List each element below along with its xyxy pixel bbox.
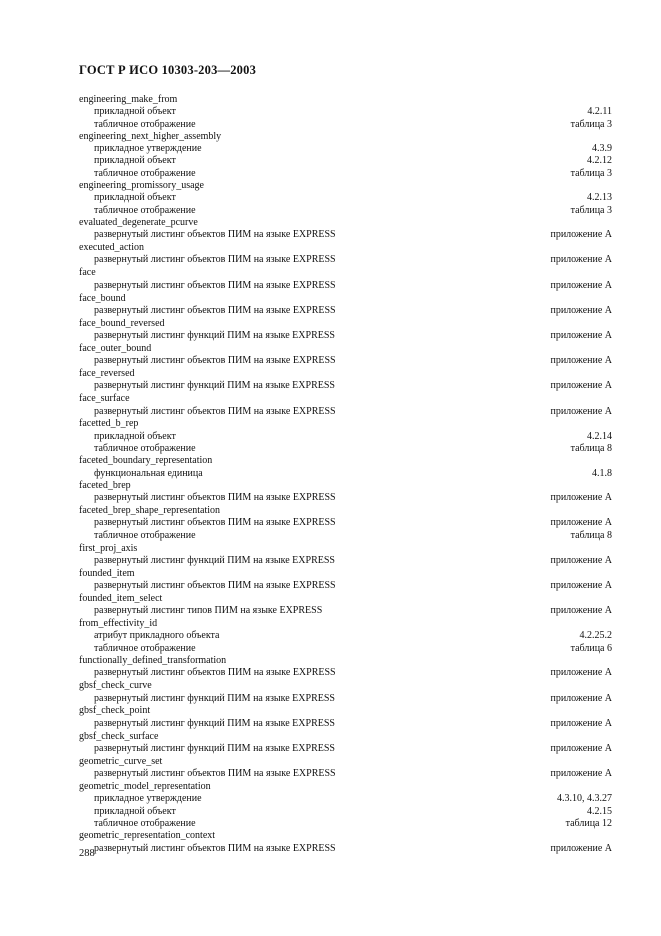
reference-target: приложение А xyxy=(550,279,612,291)
index-term: geometric_model_representation xyxy=(79,781,211,793)
index-term: evaluated_degenerate_pcurve xyxy=(79,216,198,228)
index-entry xyxy=(79,131,612,180)
index-term: engineering_next_higher_assembly xyxy=(79,130,222,142)
index-reference xyxy=(79,517,612,530)
index-term: face_reversed xyxy=(79,368,135,380)
reference-target: приложение А xyxy=(550,842,612,854)
index-term: geometric_representation_context xyxy=(79,830,216,842)
index-term: first_proj_axis xyxy=(79,542,138,554)
reference-label: развернутый листинг объектов ПИМ на языке EXPRESS xyxy=(94,405,336,417)
index-term: founded_item_select xyxy=(79,593,163,604)
index-entry xyxy=(79,418,612,455)
reference-target: 4.2.25.2 xyxy=(579,630,612,642)
reference-target: приложение А xyxy=(550,254,612,266)
index-entry xyxy=(79,505,612,542)
index-term: gbsf_check_surface xyxy=(79,730,159,742)
index-term: gbsf_check_curve xyxy=(79,680,152,692)
document-header: ГОСТ Р ИСО 10303-203—2003 xyxy=(79,63,257,77)
reference-label: прикладной объект xyxy=(94,106,176,118)
reference-target: 4.2.12 xyxy=(587,155,612,167)
index-reference xyxy=(79,406,612,419)
index-entry xyxy=(79,318,612,343)
reference-label: развернутый листинг объектов ПИМ на языке EXPRESS xyxy=(94,254,336,266)
index-reference xyxy=(79,580,612,593)
index-reference xyxy=(79,330,612,343)
reference-target: таблица 3 xyxy=(570,167,612,179)
index-reference xyxy=(79,280,612,293)
reference-label: развернутый листинг функций ПИМ на языке EXPRESS xyxy=(94,692,335,704)
index-term: from_effectivity_id xyxy=(79,618,158,630)
reference-target: таблица 12 xyxy=(565,817,612,829)
index-reference xyxy=(79,630,612,642)
index-reference xyxy=(79,443,612,455)
reference-label: табличное отображение xyxy=(94,204,196,216)
reference-target: 4.3.10, 4.3.27 xyxy=(557,793,612,805)
reference-label: прикладной объект xyxy=(94,192,176,204)
index-reference xyxy=(79,718,612,731)
index-entry xyxy=(79,680,612,705)
reference-label: развернутый листинг объектов ПИМ на языке EXPRESS xyxy=(94,304,336,316)
reference-label: развернутый листинг типов ПИМ на языке EXPRESS xyxy=(94,605,323,617)
reference-label: развернутый листинг объектов ПИМ на языке EXPRESS xyxy=(94,842,336,854)
alphabetical-index xyxy=(79,94,612,855)
reference-target: приложение А xyxy=(550,492,612,504)
index-entry xyxy=(79,293,612,318)
index-reference xyxy=(79,229,612,242)
index-reference xyxy=(79,605,612,618)
reference-label: прикладной объект xyxy=(94,805,176,817)
index-reference xyxy=(79,106,612,118)
reference-label: развернутый листинг функций ПИМ на языке EXPRESS xyxy=(94,554,335,566)
index-entry xyxy=(79,455,612,480)
reference-label: развернутый листинг функций ПИМ на языке EXPRESS xyxy=(94,330,335,342)
reference-target: приложение А xyxy=(550,667,612,679)
index-reference xyxy=(79,843,612,856)
reference-target: приложение А xyxy=(550,304,612,316)
reference-label: атрибут прикладного объекта xyxy=(94,630,220,642)
index-entry xyxy=(79,267,612,292)
index-term: face_surface xyxy=(79,393,130,405)
reference-target: приложение А xyxy=(550,380,612,392)
index-reference xyxy=(79,305,612,318)
index-term: face_outer_bound xyxy=(79,342,152,354)
index-reference xyxy=(79,468,612,480)
reference-label: прикладное утверждение xyxy=(94,143,202,155)
index-term: founded_item xyxy=(79,567,135,579)
index-entry xyxy=(79,618,612,655)
index-term: faceted_brep xyxy=(79,479,131,491)
index-term: engineering_promissory_usage xyxy=(79,180,204,192)
reference-label: развернутый листинг объектов ПИМ на языке EXPRESS xyxy=(94,355,336,367)
reference-target: приложение А xyxy=(550,229,612,241)
reference-label: развернутый листинг объектов ПИМ на языке EXPRESS xyxy=(94,768,336,780)
reference-target: приложение А xyxy=(550,605,612,617)
index-reference xyxy=(79,693,612,706)
index-term: functionally_defined_transformation xyxy=(79,655,227,667)
reference-target: приложение А xyxy=(550,692,612,704)
index-reference xyxy=(79,205,612,217)
index-term: faceted_brep_shape_representation xyxy=(79,505,221,517)
reference-label: табличное отображение xyxy=(94,530,196,542)
reference-label: развернутый листинг объектов ПИМ на языке EXPRESS xyxy=(94,517,336,529)
index-term: faceted_boundary_representation xyxy=(79,455,213,467)
index-entry xyxy=(79,756,612,781)
reference-target: приложение А xyxy=(550,517,612,529)
reference-target: таблица 8 xyxy=(570,530,612,542)
index-term: engineering_make_from xyxy=(79,94,178,105)
reference-label: прикладной объект xyxy=(94,430,176,442)
index-reference xyxy=(79,355,612,368)
reference-target: таблица 8 xyxy=(570,443,612,455)
index-term: geometric_curve_set xyxy=(79,755,163,767)
reference-label: развернутый листинг функций ПИМ на языке EXPRESS xyxy=(94,717,335,729)
reference-target: таблица 3 xyxy=(570,204,612,216)
index-reference xyxy=(79,667,612,680)
index-reference xyxy=(79,119,612,131)
reference-label: развернутый листинг объектов ПИМ на языке EXPRESS xyxy=(94,492,336,504)
index-reference xyxy=(79,555,612,568)
reference-label: табличное отображение xyxy=(94,817,196,829)
reference-target: 4.2.15 xyxy=(587,805,612,817)
index-reference xyxy=(79,155,612,167)
index-entry xyxy=(79,731,612,756)
reference-target: приложение А xyxy=(550,742,612,754)
reference-label: табличное отображение xyxy=(94,443,196,455)
reference-label: функциональная единица xyxy=(94,467,203,479)
index-term: gbsf_check_point xyxy=(79,705,151,717)
index-reference xyxy=(79,192,612,204)
reference-target: приложение А xyxy=(550,330,612,342)
index-entry xyxy=(79,593,612,618)
reference-label: развернутый листинг объектов ПИМ на языке EXPRESS xyxy=(94,229,336,241)
reference-label: развернутый листинг объектов ПИМ на языке EXPRESS xyxy=(94,667,336,679)
index-entry xyxy=(79,830,612,855)
reference-target: 4.3.9 xyxy=(592,143,612,155)
index-entry xyxy=(79,705,612,730)
index-reference xyxy=(79,768,612,781)
page-number: 288 xyxy=(79,848,95,859)
index-reference xyxy=(79,818,612,830)
reference-label: развернутый листинг функций ПИМ на языке EXPRESS xyxy=(94,380,335,392)
index-reference xyxy=(79,743,612,756)
reference-label: развернутый листинг функций ПИМ на языке EXPRESS xyxy=(94,742,335,754)
reference-target: приложение А xyxy=(550,717,612,729)
reference-target: 4.2.14 xyxy=(587,430,612,442)
index-reference xyxy=(79,254,612,267)
index-reference xyxy=(79,530,612,542)
reference-target: приложение А xyxy=(550,580,612,592)
index-entry xyxy=(79,94,612,131)
reference-target: таблица 6 xyxy=(570,642,612,654)
reference-label: табличное отображение xyxy=(94,118,196,130)
index-entry xyxy=(79,781,612,830)
reference-target: приложение А xyxy=(550,768,612,780)
reference-target: 4.1.8 xyxy=(592,467,612,479)
index-reference xyxy=(79,143,612,155)
index-reference xyxy=(79,431,612,443)
index-entry xyxy=(79,180,612,217)
index-reference xyxy=(79,806,612,818)
reference-label: прикладное утверждение xyxy=(94,793,202,805)
index-entry xyxy=(79,242,612,267)
index-term: face_bound xyxy=(79,292,126,304)
index-term: facetted_b_rep xyxy=(79,418,139,430)
index-entry xyxy=(79,543,612,568)
reference-target: приложение А xyxy=(550,405,612,417)
index-entry xyxy=(79,368,612,393)
reference-label: прикладной объект xyxy=(94,155,176,167)
reference-target: таблица 3 xyxy=(570,118,612,130)
index-entry xyxy=(79,480,612,505)
index-entry xyxy=(79,343,612,368)
index-reference xyxy=(79,380,612,393)
index-reference xyxy=(79,492,612,505)
reference-target: приложение А xyxy=(550,355,612,367)
index-entry xyxy=(79,217,612,242)
index-term: face_bound_reversed xyxy=(79,317,165,329)
index-reference xyxy=(79,793,612,805)
index-entry xyxy=(79,568,612,593)
index-entry xyxy=(79,393,612,418)
reference-target: 4.2.11 xyxy=(587,106,612,118)
index-reference xyxy=(79,643,612,655)
reference-label: табличное отображение xyxy=(94,167,196,179)
index-reference xyxy=(79,168,612,180)
reference-label: развернутый листинг объектов ПИМ на языке EXPRESS xyxy=(94,279,336,291)
index-entry xyxy=(79,655,612,680)
reference-label: развернутый листинг объектов ПИМ на языке EXPRESS xyxy=(94,580,336,592)
index-term: face xyxy=(79,267,96,279)
reference-target: приложение А xyxy=(550,554,612,566)
reference-label: табличное отображение xyxy=(94,642,196,654)
index-term: executed_action xyxy=(79,242,144,254)
reference-target: 4.2.13 xyxy=(587,192,612,204)
